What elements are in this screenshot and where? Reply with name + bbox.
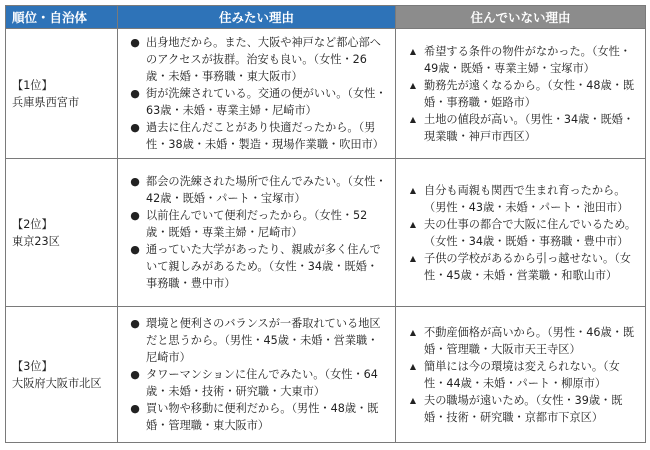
reason-text: 夫の職場が遠いため。（女性・39歳・既婚・技術・研究職・京都市下京区） [424, 393, 623, 424]
bullet-dot-icon: ● [130, 368, 140, 381]
reason-text: 通っていた大学があったり、親戚が多く住んでいて親しみがあるため。（女性・34歳・既婚・事務職・豊中市） [146, 243, 381, 290]
city-name: 大阪府大阪市北区 [12, 376, 102, 390]
not-living-reasons-cell [396, 29, 646, 159]
bullet-triangle-icon: ▲ [409, 114, 417, 124]
reason-text: 買い物や移動に便利だから。（男性・48歳・既婚・管理職・東大阪市） [146, 402, 379, 432]
bullet-triangle-icon: ▲ [409, 185, 417, 195]
bullet-dot-icon: ● [130, 209, 140, 222]
rank-cell [6, 29, 118, 159]
bullet-triangle-icon: ▲ [409, 361, 417, 371]
reason-text: 環境と便利さのバランスが一番取れている地区だと思うから。（男性・45歳・未婚・営業職・尼崎市） [146, 317, 381, 364]
ranking-table-container [5, 5, 646, 443]
list-item [124, 85, 389, 119]
reason-text: 希望する条件の物件がなかった。（女性・49歳・既婚・専業主婦・宝塚市） [424, 44, 631, 75]
want-reasons-cell [118, 307, 396, 443]
list-item [124, 241, 389, 292]
reason-text: 以前住んでいて便利だったから。（女性・52歳・既婚・専業主婦・尼崎市） [146, 209, 368, 239]
reason-text: 不動産価格が高いから。（男性・46歳・既婚・管理職・大阪市天王寺区） [424, 325, 635, 356]
list-item [402, 43, 639, 77]
reason-text: 土地の値段が高い。（男性・34歳・既婚・現業職・神戸市西区） [424, 112, 635, 143]
reason-text: 出身地だから。また、大阪や神戸など都心部へのアクセスが抜群。治安も良い。（女性・26歳・未婚・事務職・東大阪市） [146, 36, 381, 83]
list-item [402, 111, 639, 145]
reason-text: 簡単には今の環境は変えられない。（女性・44歳・未婚・パート・柳原市） [424, 359, 620, 390]
rank-label: 【1位】 [12, 78, 53, 92]
city-name: 兵庫県西宮市 [12, 95, 80, 109]
reason-text: 過去に住んだことがあり快適だったから。（男性・38歳・未婚・製造・現場作業職・吹田市） [146, 121, 384, 151]
want-reasons-list [124, 34, 389, 153]
rank-label: 【2位】 [12, 217, 53, 231]
not-living-reasons-list [402, 182, 639, 284]
bullet-dot-icon: ● [130, 402, 140, 415]
rank-cell [6, 307, 118, 443]
want-reasons-list [124, 173, 389, 292]
list-item [402, 392, 639, 426]
list-item [402, 358, 639, 392]
reason-text: 勤務先が遠くなるから。（女性・48歳・既婚・事務職・姫路市） [424, 78, 635, 109]
not-living-reasons-list [402, 43, 639, 145]
reason-text: タワーマンションに住んでみたい。（女性・64歳・未婚・技術・研究職・大東市） [146, 368, 378, 398]
list-item [402, 216, 639, 250]
bullet-dot-icon: ● [130, 175, 140, 188]
list-item [402, 250, 639, 284]
rank-label: 【3位】 [12, 359, 53, 373]
not-living-reasons-cell [396, 159, 646, 307]
want-reasons-list [124, 315, 389, 434]
header-want-reason: 住みたい理由 [118, 6, 396, 29]
rank-cell [6, 159, 118, 307]
header-not-living-reason: 住んでいない理由 [396, 6, 646, 29]
list-item [124, 366, 389, 400]
bullet-triangle-icon: ▲ [409, 327, 417, 337]
bullet-dot-icon: ● [130, 87, 140, 100]
list-item [124, 173, 389, 207]
header-rank: 順位・自治体 [6, 6, 118, 29]
ranking-table [5, 5, 646, 443]
list-item [124, 119, 389, 153]
not-living-reasons-cell [396, 307, 646, 443]
bullet-dot-icon: ● [130, 317, 140, 330]
bullet-triangle-icon: ▲ [409, 46, 417, 56]
bullet-triangle-icon: ▲ [409, 395, 417, 405]
list-item [402, 182, 639, 216]
bullet-dot-icon: ● [130, 121, 140, 134]
table-row [6, 307, 646, 443]
city-name: 東京23区 [12, 234, 60, 248]
bullet-triangle-icon: ▲ [409, 80, 417, 90]
list-item [124, 400, 389, 434]
bullet-dot-icon: ● [130, 243, 140, 256]
list-item [402, 324, 639, 358]
table-header-row [6, 6, 646, 29]
list-item [124, 315, 389, 366]
table-row [6, 29, 646, 159]
want-reasons-cell [118, 159, 396, 307]
list-item [124, 34, 389, 85]
bullet-triangle-icon: ▲ [409, 219, 417, 229]
reason-text: 夫の仕事の都合で大阪に住んでいるため。（女性・34歳・既婚・事務職・豊中市） [424, 217, 637, 248]
bullet-triangle-icon: ▲ [409, 253, 417, 263]
not-living-reasons-list [402, 324, 639, 426]
bullet-dot-icon: ● [130, 36, 140, 49]
reason-text: 子供の学校があるから引っ越せない。（女性・45歳・未婚・営業職・和歌山市） [424, 251, 631, 282]
reason-text: 自分も両親も関西で生まれ育ったから。（男性・43歳・未婚・パート・池田市） [424, 183, 629, 214]
list-item [402, 77, 639, 111]
list-item [124, 207, 389, 241]
table-row [6, 159, 646, 307]
reason-text: 都会の洗練された場所で住んでみたい。（女性・42歳・既婚・パート・宝塚市） [146, 175, 387, 205]
want-reasons-cell [118, 29, 396, 159]
reason-text: 街が洗練されている。交通の便がいい。（女性・63歳・未婚・専業主婦・尼崎市） [146, 87, 387, 117]
